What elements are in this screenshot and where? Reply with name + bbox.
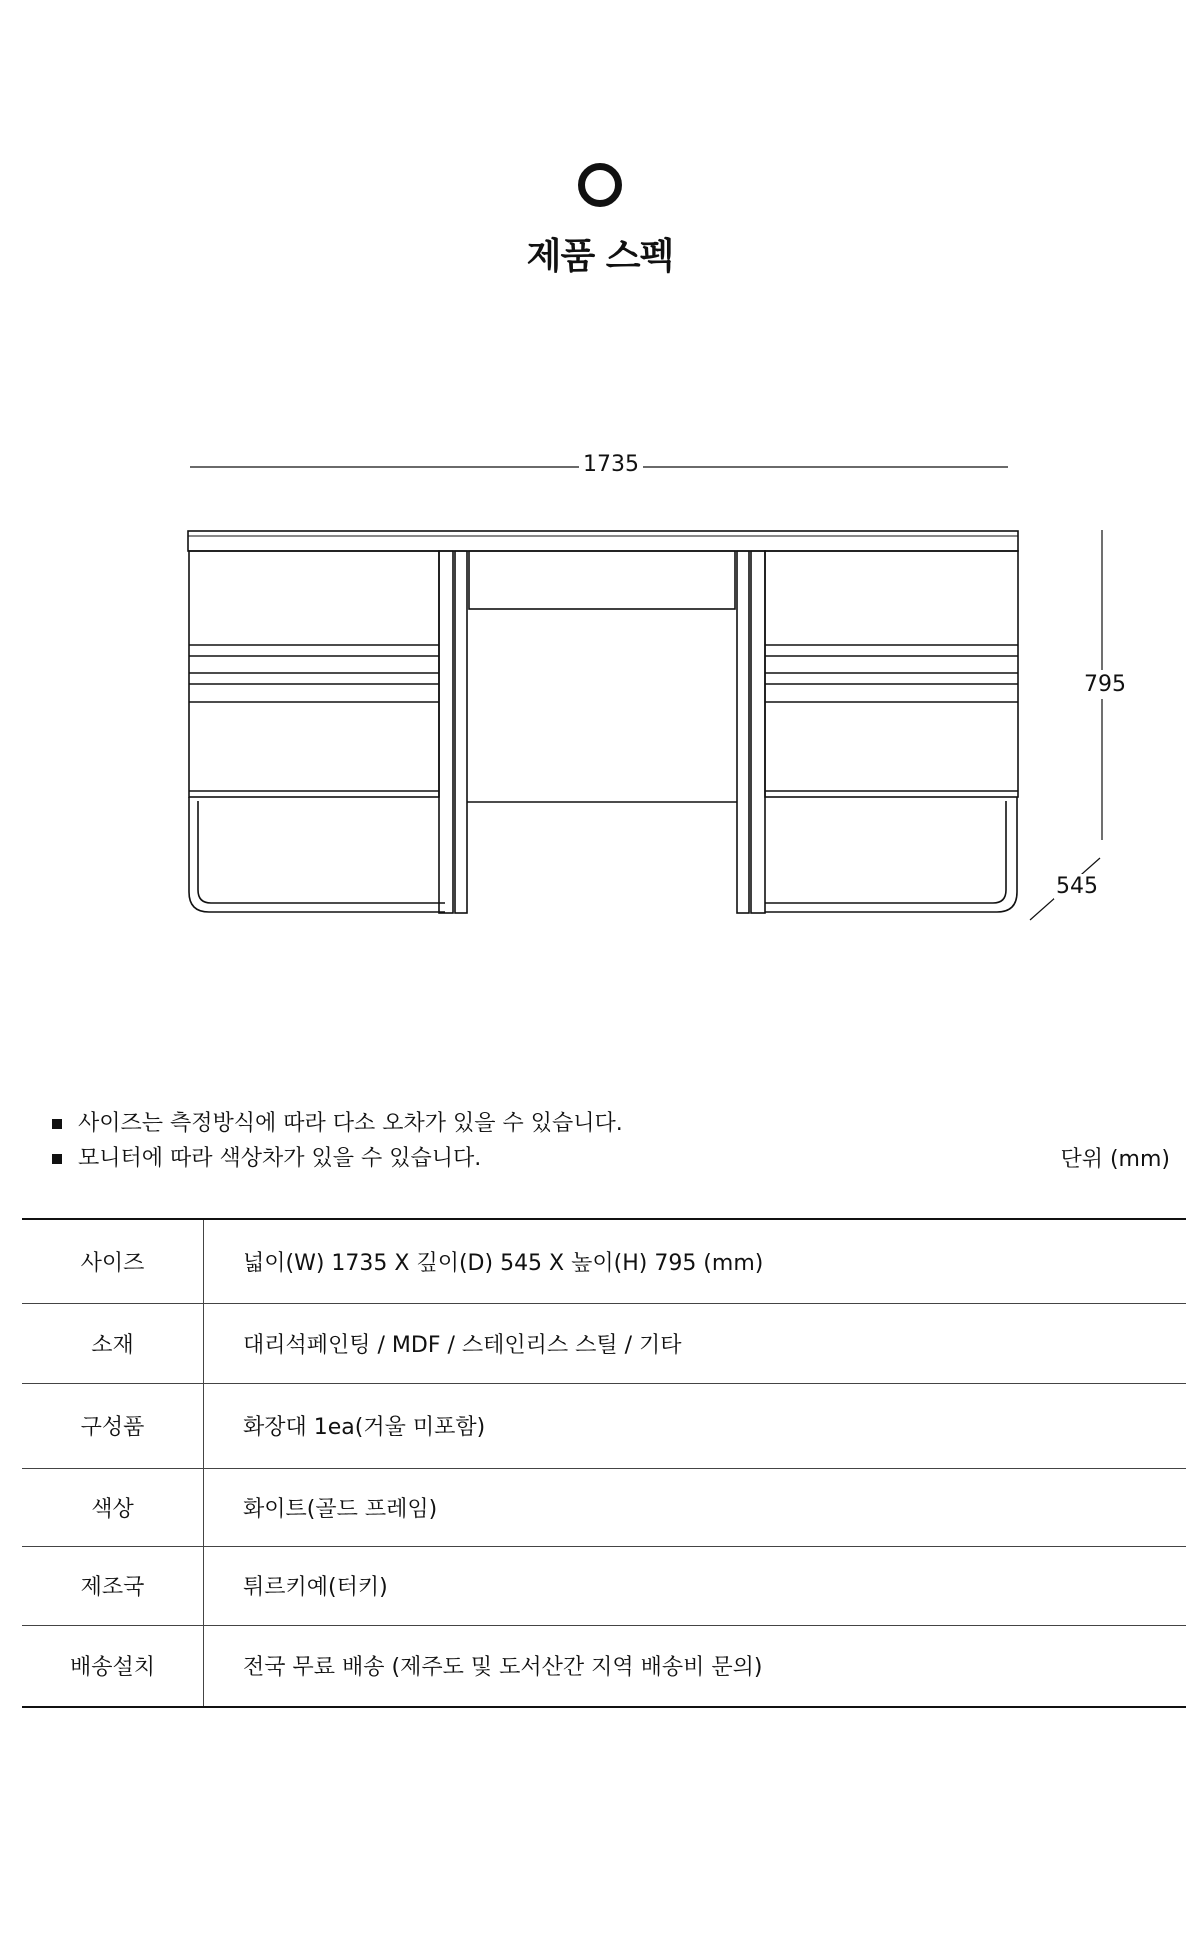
height-dimension-label: 795	[1084, 672, 1126, 697]
spec-value: 넓이(W) 1735 X 깊이(D) 545 X 높이(H) 795 (mm)	[243, 1250, 764, 1276]
spec-label: 소재	[22, 1303, 204, 1383]
depth-dimension-label: 545	[1056, 874, 1098, 899]
spec-value: 튀르키예(터키)	[243, 1575, 388, 1600]
spec-value: 화장대 1ea(거울 미포함)	[243, 1415, 486, 1440]
spec-label: 구성품	[22, 1383, 204, 1468]
spec-table	[22, 1218, 1186, 1708]
note-item: 모니터에 따라 색상차가 있을 수 있습니다.	[52, 1141, 623, 1176]
table-row	[22, 1468, 1186, 1546]
notes-list	[52, 1106, 623, 1176]
width-dimension-label: 1735	[579, 452, 643, 477]
table-row	[22, 1303, 1186, 1383]
table-row	[22, 1383, 1186, 1468]
circle-icon	[578, 163, 622, 207]
table-row	[22, 1625, 1186, 1707]
spec-label: 배송설치	[22, 1625, 204, 1707]
page-title: 제품 스펙	[526, 236, 674, 277]
spec-label: 색상	[22, 1468, 204, 1546]
square-bullet-icon	[52, 1154, 62, 1164]
spec-value: 대리석페인팅 / MDF / 스테인리스 스틸 / 기타	[243, 1332, 682, 1358]
square-bullet-icon	[52, 1119, 62, 1129]
note-item: 사이즈는 측정방식에 따라 다소 오차가 있을 수 있습니다.	[52, 1106, 623, 1141]
unit-label: 단위 (mm)	[1060, 1147, 1170, 1172]
spec-value: 화이트(골드 프레임)	[243, 1496, 438, 1522]
desk-line-drawing	[0, 430, 1200, 930]
table-row	[22, 1219, 1186, 1303]
spec-value: 전국 무료 배송 (제주도 및 도서산간 지역 배송비 문의)	[243, 1655, 763, 1681]
spec-label: 사이즈	[22, 1219, 204, 1303]
spec-label: 제조국	[22, 1546, 204, 1625]
table-row	[22, 1546, 1186, 1625]
